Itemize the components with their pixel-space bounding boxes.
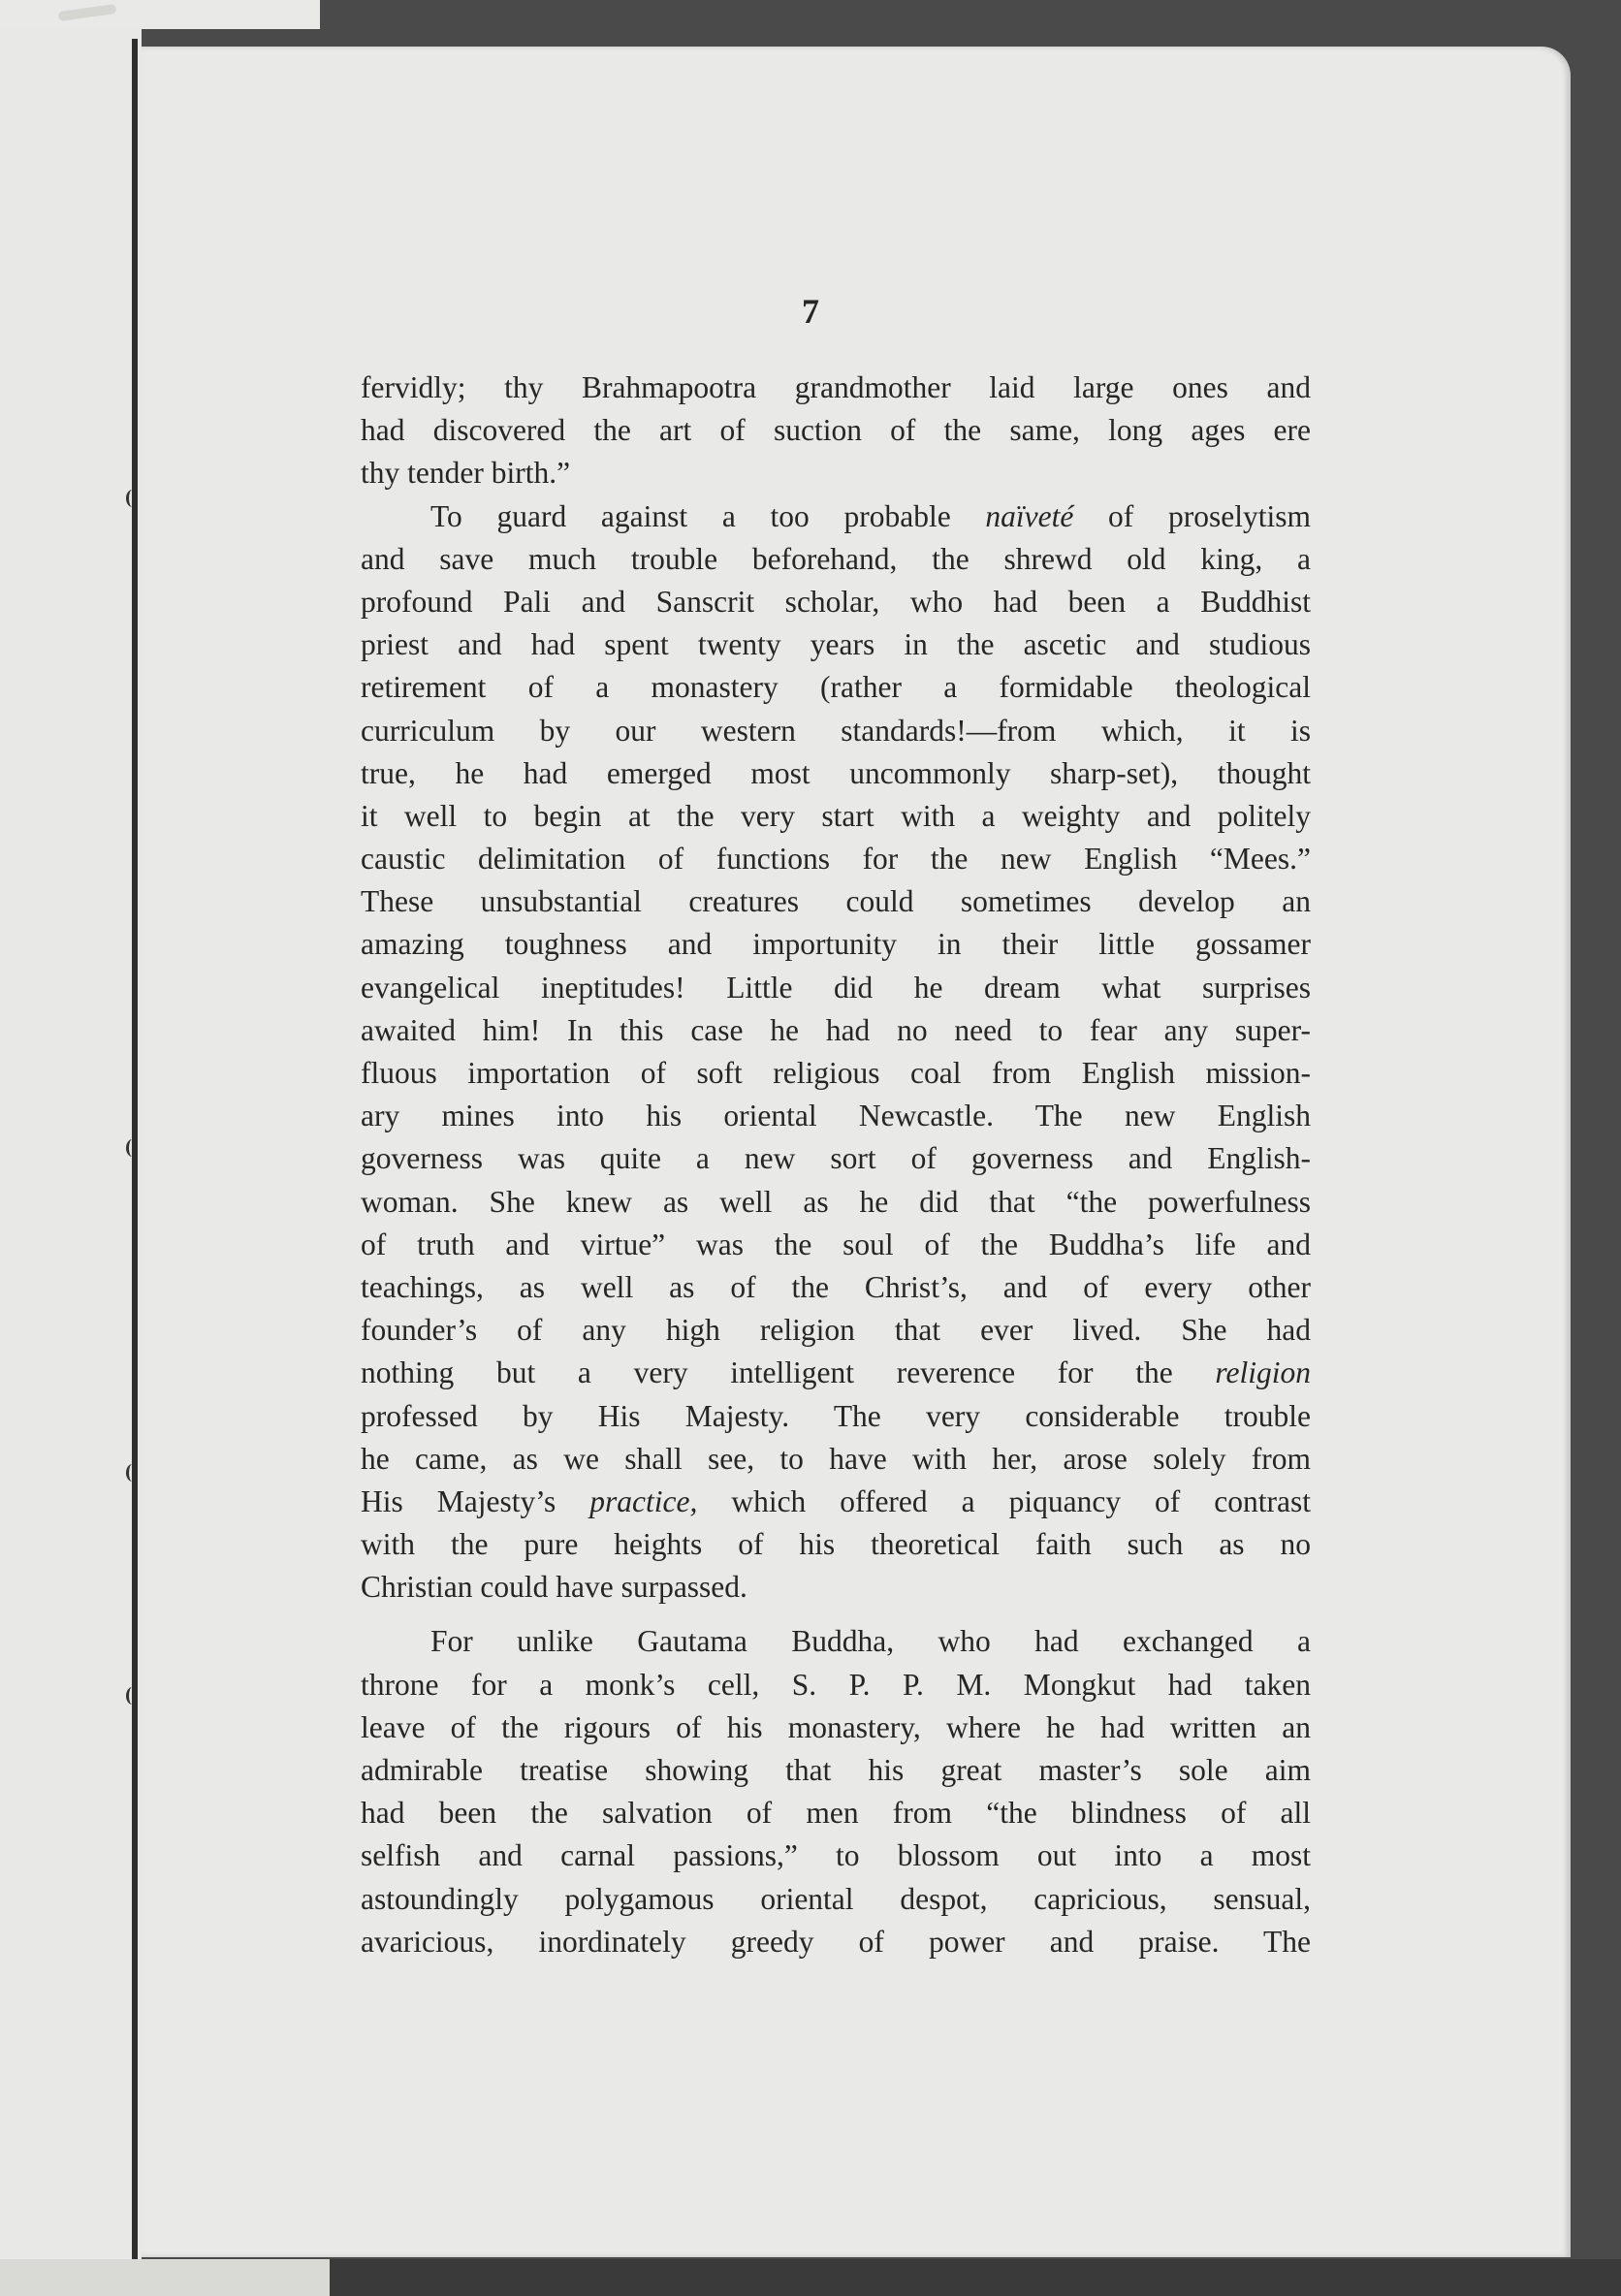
binding-stitch-mark <box>126 1687 139 1705</box>
text-line: professed by His Majesty. The very considerable trouble <box>361 1398 1311 1433</box>
text-line: and save much trouble beforehand, the shrewd old king, a <box>361 541 1311 576</box>
text-line: amazing toughness and importunity in their little gossamer <box>361 927 1311 962</box>
text-line: founder’s of any high religion that ever lived. She had <box>361 1313 1311 1348</box>
text-line: fluous importation of soft religious coal from English mission- <box>361 1056 1311 1090</box>
text-line: had been the salvation of men from “the blindness of all <box>361 1796 1311 1831</box>
text-line: His Majesty’s practice, which offered a piquancy of contrast <box>361 1483 1311 1518</box>
body-text <box>361 367 1311 1963</box>
text-line: awaited him! In this case he had no need to fear any super- <box>361 1012 1311 1047</box>
italic-word: religion <box>1215 1355 1311 1390</box>
paragraph-start-line: To guard against a too probable naïveté of proselytism <box>430 498 1311 533</box>
text-line: selfish and carnal passions,” to blossom out into a most <box>361 1838 1311 1873</box>
text-line: had discovered the art of suction of the same, long ages ere <box>361 413 1311 448</box>
binding-stitch-mark <box>126 1139 139 1157</box>
page-number: 7 <box>802 292 819 331</box>
text-line: avaricious, inordinately greedy of power and praise. The <box>361 1924 1311 1959</box>
text-line: Christian could have surpassed. <box>361 1570 747 1605</box>
italic-word: practice, <box>589 1483 698 1518</box>
italic-word: naïveté <box>985 498 1074 533</box>
text-line: of truth and virtue” was the soul of the Buddha’s life and <box>361 1227 1311 1261</box>
text-line: it well to begin at the very start with a weighty and politely <box>361 798 1311 833</box>
binding-stitch-mark <box>126 490 139 507</box>
facing-page-edge <box>0 0 142 2296</box>
text-line: astoundingly polygamous oriental despot, capricious, sensual, <box>361 1881 1311 1916</box>
text-line: evangelical ineptitudes! Little did he dream what surprises <box>361 970 1311 1004</box>
text-line: he came, as we shall see, to have with her, arose solely from <box>361 1441 1311 1476</box>
text-line: These unsubstantial creatures could sometimes develop an <box>361 884 1311 919</box>
text-line: governess was quite a new sort of governess and English- <box>361 1141 1311 1176</box>
text-line: ary mines into his oriental Newcastle. The new English <box>361 1099 1311 1133</box>
text-line: retirement of a monastery (rather a formidable theological <box>361 670 1311 705</box>
text-line: fervidly; thy Brahmapootra grandmother laid large ones and <box>361 370 1311 404</box>
text-line: with the pure heights of his theoretical faith such as no <box>361 1527 1311 1562</box>
text-line: thy tender birth.” <box>361 456 571 491</box>
scan-bottom-corner <box>0 2259 330 2296</box>
text-line: woman. She knew as well as he did that “the powerfulness <box>361 1184 1311 1219</box>
text-line: true, he had emerged most uncommonly sharp-set), thought <box>361 755 1311 790</box>
scan-corner <box>0 0 320 29</box>
text-line: teachings, as well as of the Christ’s, and of every other <box>361 1269 1311 1304</box>
paragraph-start-line: For unlike Gautama Buddha, who had exchanged a <box>430 1624 1311 1659</box>
text-line: caustic delimitation of functions for the new English “Mees.” <box>361 842 1311 877</box>
binding-stitch-mark <box>126 1464 139 1482</box>
text-line: curriculum by our western standards!—from which, it is <box>361 713 1311 748</box>
text-line: priest and had spent twenty years in the ascetic and studious <box>361 627 1311 662</box>
text-line: profound Pali and Sanscrit scholar, who had been a Buddhist <box>361 584 1311 619</box>
text-line: leave of the rigours of his monastery, where he had written an <box>361 1709 1311 1744</box>
text-line: nothing but a very intelligent reverence for the religion <box>361 1355 1311 1390</box>
text-line: admirable treatise showing that his great master’s sole aim <box>361 1753 1311 1787</box>
text-line: throne for a monk’s cell, S. P. P. M. Mongkut had taken <box>361 1667 1311 1702</box>
